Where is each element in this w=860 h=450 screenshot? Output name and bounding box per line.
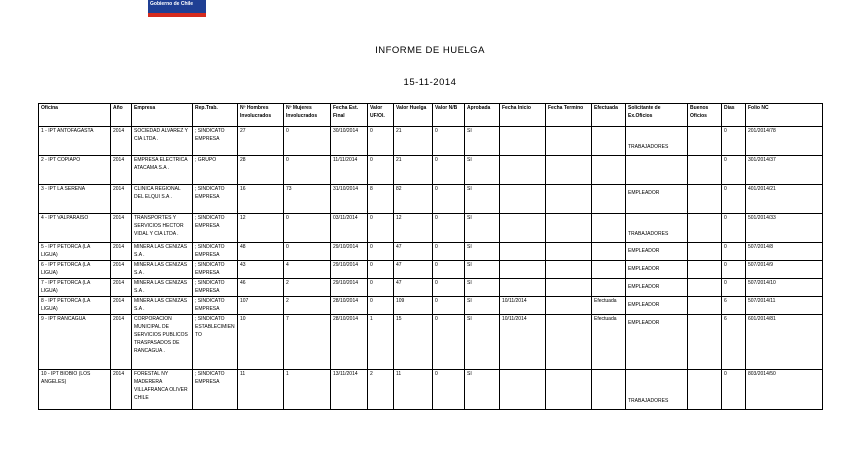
cell-oficina: 8 - IPT PETORCA (LA LIGUA) — [39, 297, 111, 315]
cell-fecha-termino — [546, 243, 592, 261]
cell-fecha-final: 30/10/2014 — [331, 127, 368, 156]
cell-rep: ; SINDICATO EMPRESA — [193, 243, 238, 261]
cell-anio: 2014 — [111, 370, 132, 410]
cell-mujeres: 4 — [284, 261, 331, 279]
cell-hombres: 27 — [238, 127, 284, 156]
table-row — [39, 261, 823, 279]
cell-empresa: CLINICA REGIONAL DEL ELQUI S.A . — [132, 185, 193, 214]
table-row — [39, 315, 823, 370]
cell-valor-nb: 0 — [433, 315, 465, 370]
cell-fecha-termino — [546, 279, 592, 297]
cell-aprobada: SI — [465, 261, 500, 279]
cell-fecha-termino — [546, 261, 592, 279]
cell-dias: 6 — [722, 315, 746, 370]
cell-efectuada — [592, 261, 626, 279]
cell-empresa: MINERA LAS CENIZAS S.A . — [132, 243, 193, 261]
cell-mujeres: 1 — [284, 370, 331, 410]
col-header-folio: Folio NC — [746, 104, 823, 127]
cell-empresa: MINERA LAS CENIZAS S.A . — [132, 279, 193, 297]
cell-valor-nb: 0 — [433, 185, 465, 214]
cell-oficina: 4 - IPT VALPARAISO — [39, 214, 111, 243]
cell-valor-huelga: 82 — [394, 185, 433, 214]
cell-buenos — [688, 185, 722, 214]
cell-anio: 2014 — [111, 214, 132, 243]
cell-oficina: 10 - IPT BIOBIO (LOS ANGELES) — [39, 370, 111, 410]
cell-fecha-termino — [546, 156, 592, 185]
cell-valor-huelga: 47 — [394, 261, 433, 279]
col-header-valor-nb: Valor N/B — [433, 104, 465, 127]
table-row — [39, 370, 823, 410]
cell-efectuada — [592, 185, 626, 214]
col-header-mujeres: Nº Mujeres Involucrados — [284, 104, 331, 127]
cell-dias: 0 — [722, 370, 746, 410]
cell-oficina: 3 - IPT LA SERENA — [39, 185, 111, 214]
cell-dias: 0 — [722, 185, 746, 214]
cell-buenos — [688, 214, 722, 243]
cell-rep: ; SINDICATO EMPRESA — [193, 127, 238, 156]
col-header-fecha-termino: Fecha Termino — [546, 104, 592, 127]
cell-rep: ; SINDICATO EMPRESA — [193, 214, 238, 243]
cell-valor-uf: 0 — [368, 297, 394, 315]
cell-anio: 2014 — [111, 297, 132, 315]
cell-fecha-final: 28/10/2014 — [331, 297, 368, 315]
cell-hombres: 46 — [238, 279, 284, 297]
table-row — [39, 279, 823, 297]
col-header-oficina: Oficina — [39, 104, 111, 127]
cell-mujeres: 0 — [284, 127, 331, 156]
cell-aprobada: SI — [465, 315, 500, 370]
cell-mujeres: 73 — [284, 185, 331, 214]
cell-hombres: 43 — [238, 261, 284, 279]
cell-folio: 507/2014/11 — [746, 297, 823, 315]
cell-fecha-final: 29/10/2014 — [331, 261, 368, 279]
col-header-aprobada: Aprobada — [465, 104, 500, 127]
table-row — [39, 297, 823, 315]
cell-efectuada — [592, 279, 626, 297]
cell-folio: 201/2014/78 — [746, 127, 823, 156]
cell-valor-huelga: 12 — [394, 214, 433, 243]
col-header-fecha-inicio: Fecha Inicio — [500, 104, 546, 127]
cell-solicitante: TRABAJADORES — [626, 370, 688, 410]
cell-valor-uf: 0 — [368, 261, 394, 279]
col-header-fecha-final: Fecha Est. Final — [331, 104, 368, 127]
cell-hombres: 10 — [238, 315, 284, 370]
report-title: INFORME DE HUELGA — [375, 45, 485, 56]
cell-solicitante: EMPLEADOR — [626, 297, 688, 315]
cell-dias: 0 — [722, 261, 746, 279]
cell-hombres: 28 — [238, 156, 284, 185]
cell-empresa: TRANSPORTES Y SERVICIOS HECTOR VIDAL Y CIA LTDA . — [132, 214, 193, 243]
col-header-valor-huelga: Valor Huelga — [394, 104, 433, 127]
cell-fecha-termino — [546, 185, 592, 214]
table-row — [39, 214, 823, 243]
cell-mujeres: 0 — [284, 214, 331, 243]
cell-oficina: 1 - IPT ANTOFAGASTA — [39, 127, 111, 156]
cell-rep: ; SINDICATO EMPRESA — [193, 279, 238, 297]
cell-solicitante: TRABAJADORES — [626, 214, 688, 243]
cell-buenos — [688, 297, 722, 315]
cell-empresa: MINERA LAS CENIZAS S.A . — [132, 297, 193, 315]
col-header-rep-trab: Rep.Trab. — [193, 104, 238, 127]
cell-valor-nb: 0 — [433, 370, 465, 410]
cell-efectuada — [592, 156, 626, 185]
cell-efectuada: Efectuada — [592, 315, 626, 370]
cell-valor-huelga: 21 — [394, 156, 433, 185]
col-header-dias: Días — [722, 104, 746, 127]
cell-oficina: 5 - IPT PETORCA (LA LIGUA) — [39, 243, 111, 261]
cell-oficina: 9 - IPT RANCAGUA — [39, 315, 111, 370]
cell-empresa: CORPORACION MUNICIPAL DE SERVICIOS PUBLICOS TRASPASADOS DE RANCAGUA . — [132, 315, 193, 370]
table-row — [39, 185, 823, 214]
cell-anio: 2014 — [111, 279, 132, 297]
cell-valor-nb: 0 — [433, 156, 465, 185]
cell-fecha-inicio — [500, 279, 546, 297]
cell-solicitante: EMPLEADOR — [626, 315, 688, 370]
cell-empresa: MINERA LAS CENIZAS S.A . — [132, 261, 193, 279]
col-header-efectuada: Efectuada — [592, 104, 626, 127]
cell-folio: 507/2014/9 — [746, 261, 823, 279]
cell-fecha-inicio — [500, 243, 546, 261]
cell-aprobada: SI — [465, 156, 500, 185]
cell-anio: 2014 — [111, 315, 132, 370]
cell-buenos — [688, 243, 722, 261]
cell-valor-nb: 0 — [433, 214, 465, 243]
col-header-solicitante: Solicitante de Ex.Oficios — [626, 104, 688, 127]
cell-aprobada: SI — [465, 297, 500, 315]
cell-valor-huelga: 47 — [394, 279, 433, 297]
cell-fecha-inicio — [500, 370, 546, 410]
cell-anio: 2014 — [111, 127, 132, 156]
cell-solicitante: EMPLEADOR — [626, 279, 688, 297]
cell-fecha-final: 29/10/2014 — [331, 243, 368, 261]
cell-valor-uf: 1 — [368, 315, 394, 370]
cell-empresa: SOCIEDAD ALVAREZ Y CIA LTDA . — [132, 127, 193, 156]
cell-dias: 0 — [722, 156, 746, 185]
cell-aprobada: SI — [465, 127, 500, 156]
cell-fecha-final: 29/10/2014 — [331, 279, 368, 297]
cell-valor-uf: 0 — [368, 156, 394, 185]
cell-rep: ; SINDICATO EMPRESA — [193, 185, 238, 214]
cell-mujeres: 0 — [284, 156, 331, 185]
cell-fecha-final: 31/10/2014 — [331, 185, 368, 214]
cell-fecha-final: 28/10/2014 — [331, 315, 368, 370]
cell-folio: 507/2014/10 — [746, 279, 823, 297]
cell-hombres: 12 — [238, 214, 284, 243]
cell-valor-huelga: 11 — [394, 370, 433, 410]
cell-folio: 301/2014/37 — [746, 156, 823, 185]
cell-fecha-final: 13/11/2014 — [331, 370, 368, 410]
cell-rep: ; SINDICATO EMPRESA — [193, 261, 238, 279]
cell-dias: 0 — [722, 279, 746, 297]
cell-oficina: 7 - IPT PETORCA (LA LIGUA) — [39, 279, 111, 297]
cell-mujeres: 7 — [284, 315, 331, 370]
cell-hombres: 48 — [238, 243, 284, 261]
cell-efectuada — [592, 243, 626, 261]
cell-valor-uf: 0 — [368, 279, 394, 297]
cell-solicitante — [626, 156, 688, 185]
cell-empresa: EMPRESA ELECTRICA ATACAMA S.A . — [132, 156, 193, 185]
cell-valor-huelga: 15 — [394, 315, 433, 370]
cell-anio: 2014 — [111, 261, 132, 279]
cell-anio: 2014 — [111, 156, 132, 185]
cell-dias: 0 — [722, 127, 746, 156]
cell-valor-uf: 2 — [368, 370, 394, 410]
cell-dias: 0 — [722, 214, 746, 243]
cell-solicitante: TRABAJADORES — [626, 127, 688, 156]
cell-fecha-final: 11/11/2014 — [331, 156, 368, 185]
table-row — [39, 127, 823, 156]
cell-rep: ; GRUPO — [193, 156, 238, 185]
table-row — [39, 156, 823, 185]
cell-hombres: 107 — [238, 297, 284, 315]
cell-valor-nb: 0 — [433, 127, 465, 156]
table-row — [39, 243, 823, 261]
cell-buenos — [688, 156, 722, 185]
cell-valor-uf: 8 — [368, 185, 394, 214]
cell-solicitante: EMPLEADOR — [626, 243, 688, 261]
cell-efectuada — [592, 370, 626, 410]
cell-mujeres: 0 — [284, 243, 331, 261]
cell-aprobada: SI — [465, 243, 500, 261]
cell-anio: 2014 — [111, 185, 132, 214]
cell-folio: 401/2014/21 — [746, 185, 823, 214]
col-header-hombres: Nº Hombres Involucrados — [238, 104, 284, 127]
cell-fecha-inicio — [500, 261, 546, 279]
cell-valor-nb: 0 — [433, 261, 465, 279]
cell-fecha-inicio — [500, 127, 546, 156]
cell-valor-huelga: 109 — [394, 297, 433, 315]
cell-fecha-termino — [546, 127, 592, 156]
cell-rep: ; SINDICATO EMPRESA — [193, 297, 238, 315]
cell-valor-nb: 0 — [433, 279, 465, 297]
cell-fecha-inicio — [500, 185, 546, 214]
cell-fecha-inicio: 10/11/2014 — [500, 297, 546, 315]
cell-rep: ; SINDICATO ESTABLECIMIENTO — [193, 315, 238, 370]
report-date: 15-11-2014 — [403, 77, 457, 88]
cell-valor-nb: 0 — [433, 243, 465, 261]
cell-buenos — [688, 279, 722, 297]
cell-hombres: 16 — [238, 185, 284, 214]
cell-fecha-inicio: 10/11/2014 — [500, 315, 546, 370]
cell-hombres: 11 — [238, 370, 284, 410]
gobierno-logo-stripe — [148, 13, 206, 17]
cell-oficina: 6 - IPT PETORCA (LA LIGUA) — [39, 261, 111, 279]
cell-fecha-final: 03/11/2014 — [331, 214, 368, 243]
cell-fecha-termino — [546, 297, 592, 315]
cell-fecha-termino — [546, 315, 592, 370]
cell-efectuada — [592, 214, 626, 243]
cell-rep: ; SINDICATO EMPRESA — [193, 370, 238, 410]
cell-empresa: FORESTAL NY MADERERA VILLAFRANCA OLIVER CHILE — [132, 370, 193, 410]
col-header-empresa: Empresa — [132, 104, 193, 127]
cell-fecha-termino — [546, 370, 592, 410]
cell-valor-huelga: 47 — [394, 243, 433, 261]
cell-aprobada: SI — [465, 214, 500, 243]
cell-aprobada: SI — [465, 185, 500, 214]
col-header-anio: Año — [111, 104, 132, 127]
cell-dias: 6 — [722, 297, 746, 315]
cell-folio: 501/2014/33 — [746, 214, 823, 243]
cell-buenos — [688, 261, 722, 279]
cell-folio: 507/2014/8 — [746, 243, 823, 261]
cell-anio: 2014 — [111, 243, 132, 261]
cell-valor-nb: 0 — [433, 297, 465, 315]
cell-efectuada: Efectuada — [592, 297, 626, 315]
cell-mujeres: 2 — [284, 297, 331, 315]
cell-dias: 0 — [722, 243, 746, 261]
cell-solicitante: EMPLEADOR — [626, 185, 688, 214]
cell-valor-uf: 0 — [368, 243, 394, 261]
cell-valor-uf: 0 — [368, 214, 394, 243]
strike-report-table — [38, 103, 823, 410]
cell-aprobada: SI — [465, 279, 500, 297]
cell-buenos — [688, 315, 722, 370]
cell-fecha-inicio — [500, 156, 546, 185]
col-header-valor-uf: Valor UF/Ol. — [368, 104, 394, 127]
cell-mujeres: 2 — [284, 279, 331, 297]
col-header-buenos-oficios: Buenos Oficios — [688, 104, 722, 127]
cell-fecha-termino — [546, 214, 592, 243]
cell-oficina: 2 - IPT COPIAPO — [39, 156, 111, 185]
cell-solicitante: EMPLEADOR — [626, 261, 688, 279]
cell-folio: 601/2014/81 — [746, 315, 823, 370]
table-header-row — [39, 104, 823, 127]
cell-buenos — [688, 127, 722, 156]
cell-buenos — [688, 370, 722, 410]
cell-efectuada — [592, 127, 626, 156]
cell-fecha-inicio — [500, 214, 546, 243]
cell-folio: 803/2014/50 — [746, 370, 823, 410]
cell-valor-huelga: 21 — [394, 127, 433, 156]
cell-aprobada: SI — [465, 370, 500, 410]
cell-valor-uf: 0 — [368, 127, 394, 156]
gobierno-logo-text: Gobierno de Chile — [150, 1, 194, 7]
